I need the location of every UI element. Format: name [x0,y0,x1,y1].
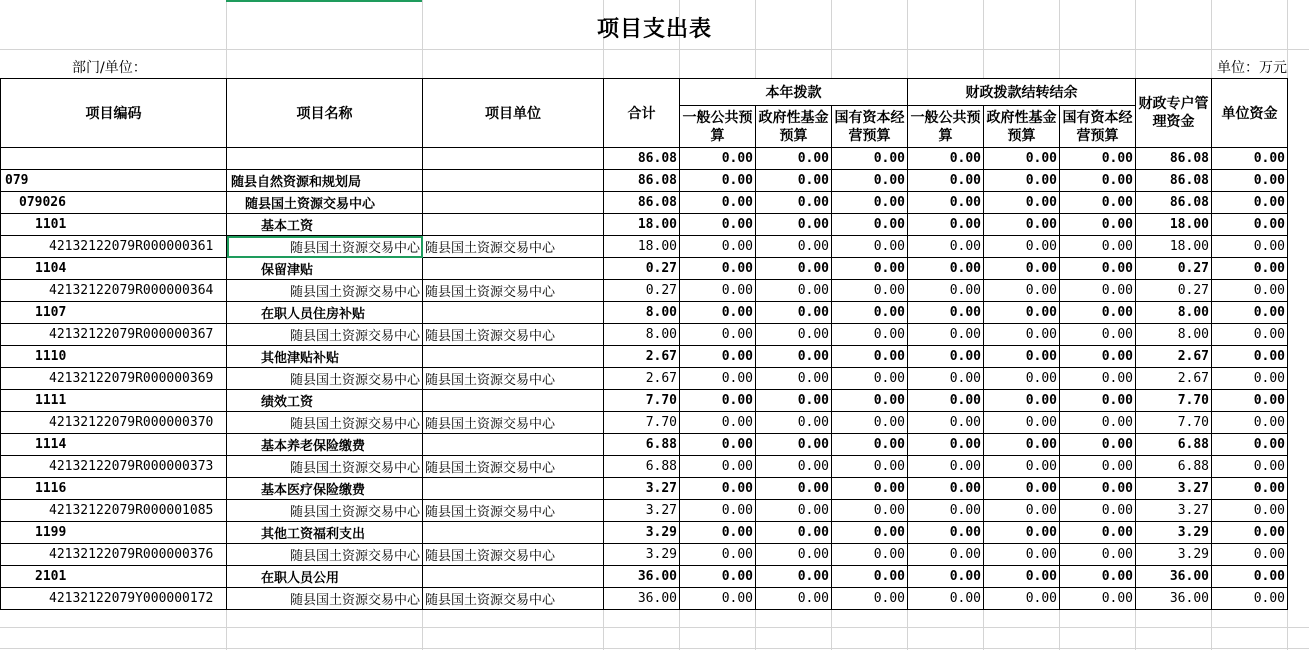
header-name[interactable]: 项目名称 [227,79,423,148]
cell-project-name[interactable]: 随县国土资源交易中心 [227,368,423,390]
cell-project-code[interactable]: 2101 [1,566,227,588]
cell-amount[interactable]: 36.00 [1136,566,1212,588]
cell-amount[interactable]: 0.00 [680,588,756,610]
cell-amount[interactable]: 0.00 [1060,192,1136,214]
cell-project-unit[interactable] [423,434,604,456]
cell-project-name[interactable]: 其他津贴补贴 [227,346,423,368]
cell-project-name[interactable]: 随县国土资源交易中心 [227,456,423,478]
cell-amount[interactable]: 3.27 [1136,478,1212,500]
cell-project-code[interactable]: 1116 [1,478,227,500]
cell-amount[interactable]: 0.00 [756,148,832,170]
cell-amount[interactable]: 0.00 [1212,324,1288,346]
cell-project-code[interactable]: 1110 [1,346,227,368]
cell-project-name[interactable]: 基本医疗保险缴费 [227,478,423,500]
cell-amount[interactable]: 3.29 [1136,522,1212,544]
cell-amount[interactable]: 8.00 [604,302,680,324]
cell-project-unit[interactable]: 随县国土资源交易中心 [423,500,604,522]
cell-project-code[interactable]: 1101 [1,214,227,236]
cell-amount[interactable]: 0.00 [756,280,832,302]
cell-project-name[interactable]: 其他工资福利支出 [227,522,423,544]
table-row [1,302,1288,324]
cell-amount[interactable]: 0.00 [908,588,984,610]
cell-amount[interactable]: 0.00 [680,368,756,390]
cell-amount[interactable]: 0.00 [1212,280,1288,302]
cell-amount[interactable]: 0.00 [984,368,1060,390]
cell-project-code[interactable]: 1107 [1,302,227,324]
cell-amount[interactable]: 0.00 [984,302,1060,324]
cell-project-name[interactable]: 随县国土资源交易中心 [227,192,423,214]
cell-amount[interactable]: 0.00 [908,148,984,170]
cell-amount[interactable]: 0.00 [832,544,908,566]
cell-amount[interactable]: 0.00 [1212,214,1288,236]
header-carry-general-budget[interactable]: 一般公共预算 [908,106,984,148]
cell-amount[interactable]: 0.00 [908,368,984,390]
header-own-funds[interactable]: 单位资金 [1212,79,1288,148]
cell-project-code[interactable]: 42132122079R000000373 [1,456,227,478]
cell-project-name[interactable]: 随县自然资源和规划局 [227,170,423,192]
cell-project-name[interactable]: 保留津贴 [227,258,423,280]
cell-amount[interactable]: 8.00 [1136,324,1212,346]
table-row [1,390,1288,412]
cell-amount[interactable]: 0.00 [1212,478,1288,500]
cell-amount[interactable]: 0.00 [1212,148,1288,170]
cell-project-name[interactable]: 基本工资 [227,214,423,236]
cell-amount[interactable]: 0.00 [680,170,756,192]
cell-amount[interactable]: 0.00 [756,192,832,214]
cell-amount[interactable]: 0.00 [832,280,908,302]
cell-amount[interactable]: 0.00 [756,456,832,478]
cell-amount[interactable]: 0.00 [680,456,756,478]
cell-amount[interactable]: 0.00 [680,566,756,588]
table-row [1,434,1288,456]
cell-amount[interactable]: 0.00 [1212,390,1288,412]
cell-amount[interactable]: 86.08 [604,148,680,170]
cell-amount[interactable]: 0.00 [1060,544,1136,566]
cell-amount[interactable]: 6.88 [1136,456,1212,478]
cell-amount[interactable]: 0.00 [680,214,756,236]
cell-amount[interactable]: 0.00 [908,236,984,258]
cell-amount[interactable]: 8.00 [604,324,680,346]
cell-amount[interactable]: 0.00 [756,390,832,412]
table-row [1,522,1288,544]
cell-amount[interactable]: 0.00 [1060,324,1136,346]
cell-amount[interactable]: 2.67 [604,368,680,390]
cell-amount[interactable]: 0.00 [984,456,1060,478]
cell-amount[interactable]: 0.00 [832,434,908,456]
cell-amount[interactable]: 0.00 [832,368,908,390]
cell-amount[interactable]: 0.00 [680,302,756,324]
cell-project-unit[interactable]: 随县国土资源交易中心 [423,324,604,346]
cell-amount[interactable]: 0.00 [984,148,1060,170]
cell-amount[interactable]: 0.00 [908,566,984,588]
header-carryover[interactable]: 财政拨款结转结余 [908,79,1136,106]
table-row [1,280,1288,302]
cell-amount[interactable]: 0.00 [832,346,908,368]
table-row [1,324,1288,346]
cell-amount[interactable]: 0.00 [984,566,1060,588]
cell-amount[interactable]: 2.67 [1136,346,1212,368]
cell-amount[interactable]: 0.00 [832,390,908,412]
table-row [1,170,1288,192]
header-carry-gov-fund-budget[interactable]: 政府性基金预算 [984,106,1060,148]
cell-amount[interactable]: 0.00 [984,522,1060,544]
cell-amount[interactable]: 0.00 [1212,456,1288,478]
cell-project-unit[interactable]: 随县国土资源交易中心 [423,368,604,390]
cell-amount[interactable]: 0.00 [984,324,1060,346]
cell-amount[interactable]: 0.00 [1212,236,1288,258]
header-total[interactable]: 合计 [604,79,680,148]
cell-amount[interactable]: 0.00 [680,258,756,280]
cell-project-code[interactable]: 42132122079R000000376 [1,544,227,566]
grid-line [0,627,1309,628]
table-row [1,192,1288,214]
cell-amount[interactable]: 18.00 [604,236,680,258]
cell-amount[interactable]: 86.08 [1136,170,1212,192]
cell-project-name[interactable]: 随县国土资源交易中心 [227,236,423,258]
cell-amount[interactable]: 0.00 [1212,522,1288,544]
cell-amount[interactable]: 0.00 [832,522,908,544]
cell-project-name[interactable]: 绩效工资 [227,390,423,412]
cell-project-unit[interactable]: 随县国土资源交易中心 [423,236,604,258]
cell-amount[interactable]: 0.00 [756,302,832,324]
cell-amount[interactable]: 0.00 [756,500,832,522]
cell-amount[interactable]: 7.70 [604,412,680,434]
cell-amount[interactable]: 86.08 [604,170,680,192]
cell-amount[interactable]: 0.00 [984,214,1060,236]
cell-project-unit[interactable] [423,148,604,170]
cell-project-code[interactable]: 42132122079R000000367 [1,324,227,346]
table-row [1,500,1288,522]
cell-project-code[interactable]: 1199 [1,522,227,544]
cell-amount[interactable]: 0.00 [908,544,984,566]
cell-amount[interactable]: 0.00 [1212,192,1288,214]
cell-amount[interactable]: 0.00 [908,478,984,500]
cell-amount[interactable]: 0.00 [908,258,984,280]
table-row [1,258,1288,280]
cell-amount[interactable]: 0.00 [680,192,756,214]
cell-amount[interactable]: 0.00 [756,346,832,368]
cell-amount[interactable]: 0.27 [604,280,680,302]
cell-amount[interactable]: 8.00 [1136,302,1212,324]
cell-project-name[interactable]: 随县国土资源交易中心 [227,412,423,434]
cell-amount[interactable]: 0.00 [680,324,756,346]
cell-project-code[interactable]: 1111 [1,390,227,412]
cell-amount[interactable]: 0.00 [908,192,984,214]
cell-project-code[interactable] [1,148,227,170]
cell-project-unit[interactable] [423,170,604,192]
cell-amount[interactable]: 0.00 [756,478,832,500]
cell-amount[interactable]: 0.00 [1060,588,1136,610]
cell-amount[interactable]: 0.00 [680,500,756,522]
cell-amount[interactable]: 0.00 [1060,478,1136,500]
table-row [1,588,1288,610]
table-row [1,544,1288,566]
cell-amount[interactable]: 0.00 [1212,258,1288,280]
cell-project-unit[interactable] [423,390,604,412]
cell-amount[interactable]: 0.00 [984,280,1060,302]
cell-project-name[interactable]: 基本养老保险缴费 [227,434,423,456]
cell-project-code[interactable]: 1104 [1,258,227,280]
header-general-budget[interactable]: 一般公共预算 [680,106,756,148]
cell-amount[interactable]: 36.00 [604,588,680,610]
cell-amount[interactable]: 0.00 [756,368,832,390]
cell-amount[interactable]: 0.00 [984,258,1060,280]
cell-project-name[interactable]: 在职人员住房补贴 [227,302,423,324]
cell-amount[interactable]: 0.00 [1060,302,1136,324]
cell-amount[interactable]: 0.00 [832,324,908,346]
cell-amount[interactable]: 0.00 [756,434,832,456]
department-label: 部门/单位： [72,60,147,76]
cell-amount[interactable]: 0.00 [1060,368,1136,390]
cell-amount[interactable]: 7.70 [1136,390,1212,412]
cell-amount[interactable]: 0.00 [756,236,832,258]
cell-project-unit[interactable]: 随县国土资源交易中心 [423,412,604,434]
header-unit[interactable]: 项目单位 [423,79,604,148]
cell-amount[interactable]: 0.00 [680,390,756,412]
cell-amount[interactable]: 0.00 [1212,500,1288,522]
cell-amount[interactable]: 18.00 [1136,236,1212,258]
table-row [1,368,1288,390]
cell-amount[interactable]: 0.00 [1212,346,1288,368]
cell-project-code[interactable]: 42132122079Y000000172 [1,588,227,610]
cell-amount[interactable]: 0.00 [984,412,1060,434]
cell-amount[interactable]: 0.00 [1060,258,1136,280]
cell-amount[interactable]: 0.00 [984,346,1060,368]
cell-amount[interactable]: 0.00 [756,566,832,588]
cell-amount[interactable]: 0.00 [756,324,832,346]
cell-amount[interactable]: 0.00 [832,148,908,170]
cell-amount[interactable]: 0.00 [1060,522,1136,544]
cell-amount[interactable]: 0.00 [756,544,832,566]
cell-project-unit[interactable] [423,522,604,544]
cell-amount[interactable]: 0.00 [832,412,908,434]
table-row [1,148,1288,170]
cell-amount[interactable]: 0.00 [1060,456,1136,478]
cell-amount[interactable]: 0.00 [908,214,984,236]
header-gov-fund-budget[interactable]: 政府性基金预算 [756,106,832,148]
cell-amount[interactable]: 0.00 [756,522,832,544]
table-row [1,346,1288,368]
cell-amount[interactable]: 18.00 [604,214,680,236]
cell-amount[interactable]: 0.00 [680,148,756,170]
cell-amount[interactable]: 0.00 [1212,170,1288,192]
grid-line [0,648,1309,649]
cell-amount[interactable]: 0.00 [756,170,832,192]
cell-amount[interactable]: 2.67 [1136,368,1212,390]
cell-amount[interactable]: 0.00 [984,390,1060,412]
cell-amount[interactable]: 0.00 [1212,544,1288,566]
cell-project-code[interactable]: 42132122079R000000370 [1,412,227,434]
cell-amount[interactable]: 0.00 [832,588,908,610]
cell-project-unit[interactable] [423,302,604,324]
cell-amount[interactable]: 0.27 [604,258,680,280]
cell-amount[interactable]: 0.00 [908,500,984,522]
cell-amount[interactable]: 0.00 [832,192,908,214]
cell-amount[interactable]: 0.00 [832,500,908,522]
cell-amount[interactable]: 0.00 [832,456,908,478]
header-current-year[interactable]: 本年拨款 [680,79,908,106]
cell-project-unit[interactable] [423,192,604,214]
table-row [1,412,1288,434]
cell-amount[interactable]: 0.00 [1212,412,1288,434]
cell-amount[interactable]: 0.00 [756,258,832,280]
grid-line [0,49,1309,50]
expenditure-table [0,78,1288,610]
cell-project-unit[interactable] [423,566,604,588]
cell-project-name[interactable]: 随县国土资源交易中心 [227,544,423,566]
cell-amount[interactable]: 0.00 [908,302,984,324]
cell-amount[interactable]: 0.00 [680,346,756,368]
cell-project-name[interactable]: 随县国土资源交易中心 [227,500,423,522]
cell-amount[interactable]: 0.00 [756,588,832,610]
cell-amount[interactable]: 0.00 [908,390,984,412]
sheet-title: 项目支出表 [596,17,712,42]
cell-amount[interactable]: 0.00 [832,170,908,192]
cell-amount[interactable]: 6.88 [1136,434,1212,456]
cell-project-unit[interactable] [423,214,604,236]
cell-amount[interactable]: 0.00 [908,280,984,302]
cell-amount[interactable]: 86.08 [1136,192,1212,214]
cell-amount[interactable]: 0.00 [832,302,908,324]
cell-amount[interactable]: 6.88 [604,434,680,456]
cell-project-name[interactable]: 随县国土资源交易中心 [227,280,423,302]
cell-amount[interactable]: 3.29 [604,544,680,566]
cell-amount[interactable]: 0.00 [1060,170,1136,192]
cell-amount[interactable]: 0.00 [680,522,756,544]
cell-amount[interactable]: 0.00 [680,236,756,258]
cell-amount[interactable]: 0.00 [984,236,1060,258]
table-row [1,566,1288,588]
header-carry-state-capital-budget[interactable]: 国有资本经营预算 [1060,106,1136,148]
table-row [1,478,1288,500]
cell-amount[interactable]: 0.00 [832,214,908,236]
cell-amount[interactable]: 0.00 [756,412,832,434]
cell-amount[interactable]: 0.00 [1212,588,1288,610]
cell-project-unit[interactable] [423,346,604,368]
cell-amount[interactable]: 3.29 [1136,544,1212,566]
cell-amount[interactable]: 36.00 [1136,588,1212,610]
cell-amount[interactable]: 0.00 [1060,148,1136,170]
cell-amount[interactable]: 0.00 [1060,280,1136,302]
cell-amount[interactable]: 3.27 [604,478,680,500]
cell-amount[interactable]: 0.00 [984,192,1060,214]
cell-project-unit[interactable]: 随县国土资源交易中心 [423,456,604,478]
cell-project-name[interactable]: 在职人员公用 [227,566,423,588]
cell-amount[interactable]: 0.00 [1060,500,1136,522]
cell-project-code[interactable]: 079026 [1,192,227,214]
cell-amount[interactable]: 0.00 [1060,236,1136,258]
cell-amount[interactable]: 0.00 [984,500,1060,522]
cell-amount[interactable]: 0.00 [1212,566,1288,588]
cell-amount[interactable]: 0.00 [1212,302,1288,324]
cell-project-code[interactable]: 42132122079R000001085 [1,500,227,522]
table-row [1,214,1288,236]
cell-amount[interactable]: 7.70 [604,390,680,412]
cell-project-code[interactable]: 1114 [1,434,227,456]
cell-project-code[interactable]: 42132122079R000000364 [1,280,227,302]
cell-amount[interactable]: 0.00 [1060,214,1136,236]
cell-amount[interactable]: 0.00 [680,478,756,500]
cell-amount[interactable]: 0.00 [984,544,1060,566]
cell-amount[interactable]: 0.00 [680,412,756,434]
cell-amount[interactable]: 36.00 [604,566,680,588]
cell-amount[interactable]: 0.00 [1212,368,1288,390]
cell-amount[interactable]: 0.00 [680,434,756,456]
cell-project-name[interactable]: 随县国土资源交易中心 [227,324,423,346]
cell-amount[interactable]: 6.88 [604,456,680,478]
cell-amount[interactable]: 0.00 [1212,434,1288,456]
cell-amount[interactable]: 3.29 [604,522,680,544]
cell-amount[interactable]: 0.00 [1060,346,1136,368]
unit-label: 单位：万元 [1217,60,1287,76]
cell-amount[interactable]: 0.00 [908,434,984,456]
table-row [1,236,1288,258]
cell-amount[interactable]: 0.00 [832,258,908,280]
cell-project-unit[interactable]: 随县国土资源交易中心 [423,544,604,566]
cell-amount[interactable]: 3.27 [1136,500,1212,522]
table-row [1,456,1288,478]
cell-amount[interactable]: 0.00 [984,478,1060,500]
cell-amount[interactable]: 0.00 [984,588,1060,610]
cell-amount[interactable]: 7.70 [1136,412,1212,434]
cell-amount[interactable]: 0.00 [984,434,1060,456]
header-code[interactable]: 项目编码 [1,79,227,148]
cell-amount[interactable]: 0.00 [1060,390,1136,412]
cell-amount[interactable]: 86.08 [604,192,680,214]
cell-amount[interactable]: 0.00 [1060,566,1136,588]
cell-project-unit[interactable] [423,478,604,500]
cell-amount[interactable]: 0.00 [832,566,908,588]
cell-amount[interactable]: 0.00 [908,324,984,346]
cell-amount[interactable]: 0.00 [908,346,984,368]
cell-amount[interactable]: 0.00 [908,456,984,478]
header-state-capital-budget[interactable]: 国有资本经营预算 [832,106,908,148]
cell-project-unit[interactable] [423,258,604,280]
cell-project-code[interactable]: 42132122079R000000361 [1,236,227,258]
cell-amount[interactable]: 3.27 [604,500,680,522]
cell-project-code[interactable]: 079 [1,170,227,192]
cell-project-name[interactable] [227,148,423,170]
cell-amount[interactable]: 0.00 [832,236,908,258]
cell-amount[interactable]: 0.00 [1060,412,1136,434]
cell-amount[interactable]: 0.00 [680,544,756,566]
cell-project-unit[interactable]: 随县国土资源交易中心 [423,280,604,302]
cell-amount[interactable]: 0.00 [756,214,832,236]
cell-amount[interactable]: 0.00 [832,478,908,500]
cell-amount[interactable]: 0.00 [908,412,984,434]
cell-amount[interactable]: 0.00 [908,170,984,192]
column-selection-marker [226,0,422,2]
cell-amount[interactable]: 0.00 [1060,434,1136,456]
cell-project-name[interactable]: 随县国土资源交易中心 [227,588,423,610]
cell-amount[interactable]: 0.00 [984,170,1060,192]
cell-amount[interactable]: 0.27 [1136,258,1212,280]
cell-project-code[interactable]: 42132122079R000000369 [1,368,227,390]
cell-amount[interactable]: 2.67 [604,346,680,368]
cell-amount[interactable]: 0.00 [680,280,756,302]
cell-amount[interactable]: 0.00 [908,522,984,544]
cell-amount[interactable]: 0.27 [1136,280,1212,302]
header-special-account[interactable]: 财政专户管理资金 [1136,79,1212,148]
cell-amount[interactable]: 86.08 [1136,148,1212,170]
cell-amount[interactable]: 18.00 [1136,214,1212,236]
cell-project-unit[interactable]: 随县国土资源交易中心 [423,588,604,610]
